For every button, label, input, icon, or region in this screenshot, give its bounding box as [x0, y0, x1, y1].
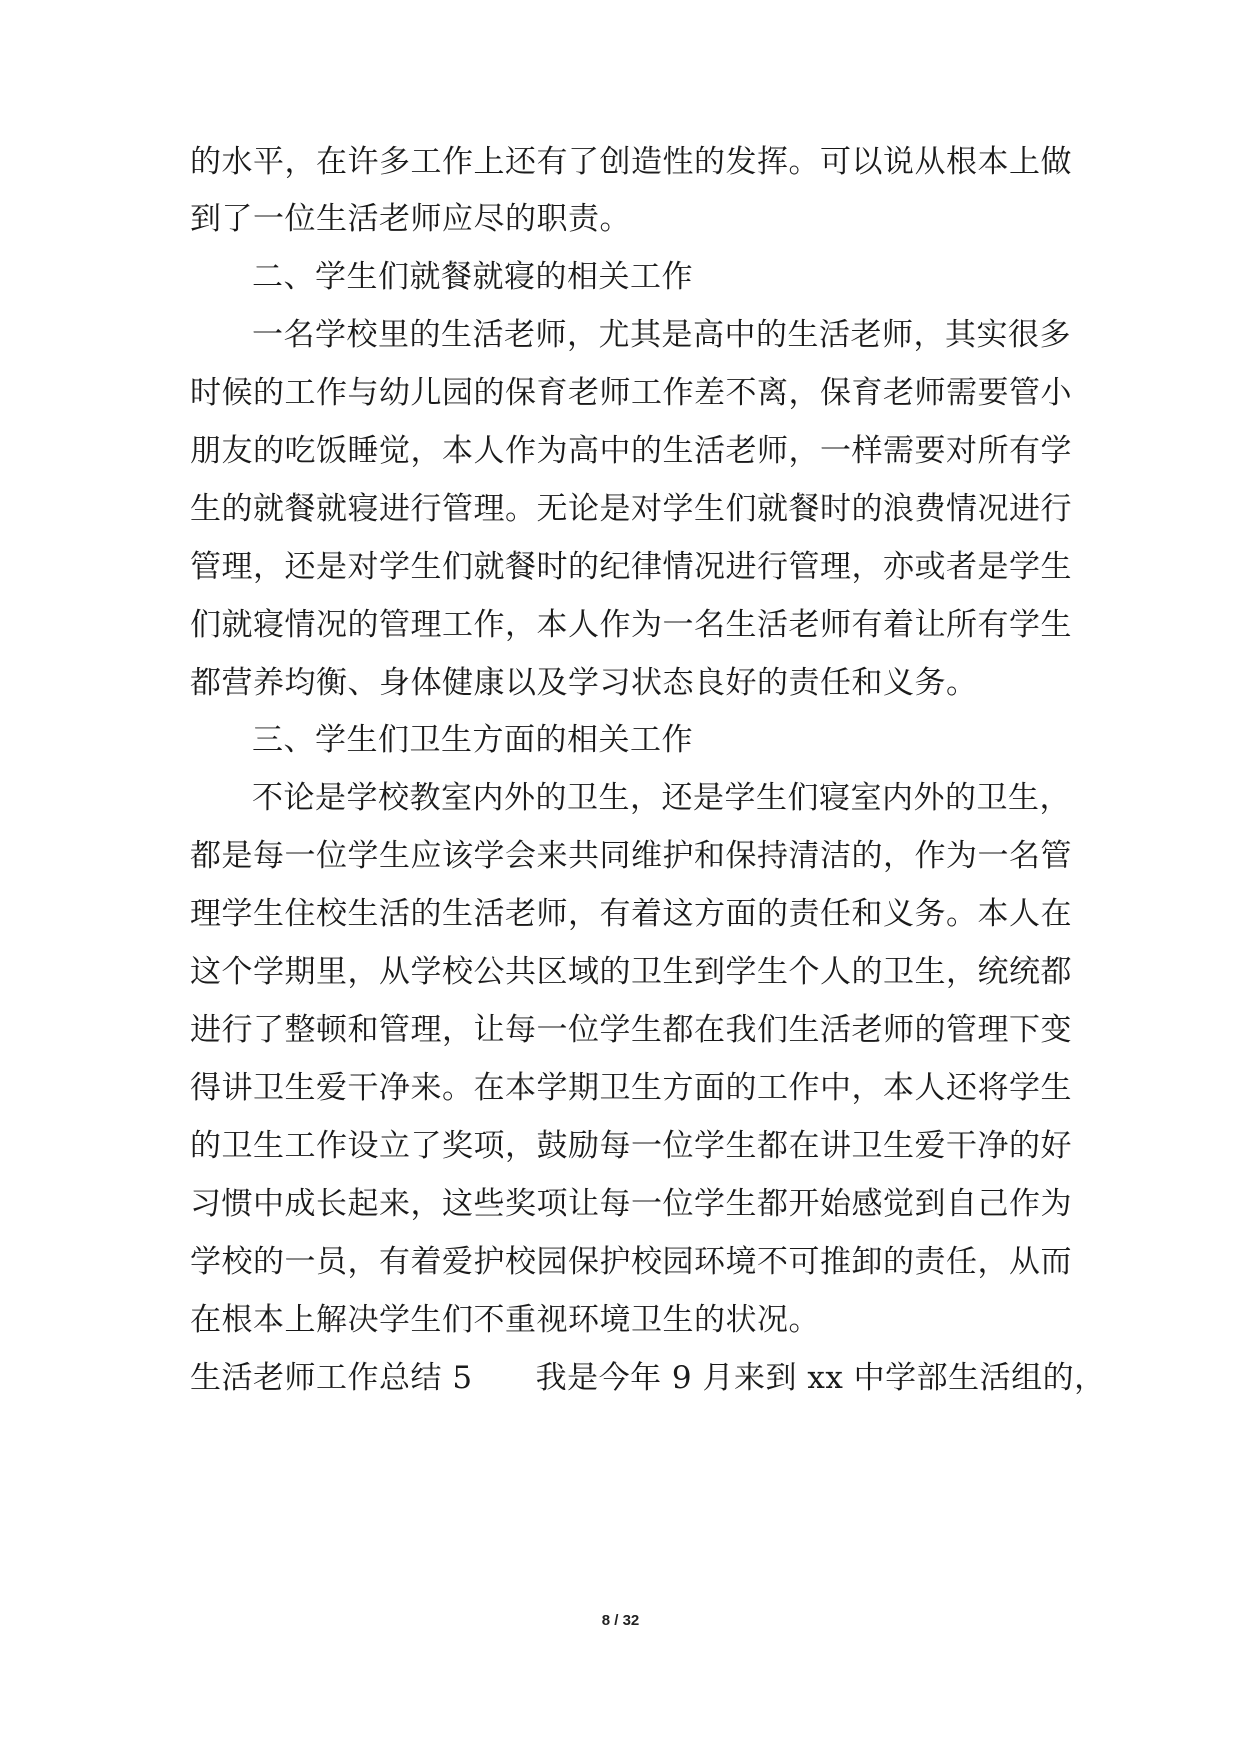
paragraph-line: 都营养均衡、身体健康以及学习状态良好的责任和义务。 [190, 665, 978, 701]
paragraph-line: 一名学校里的生活老师，尤其是高中的生活老师，其实很多 [252, 317, 1071, 353]
paragraph-line: 们就寝情况的管理工作，本人作为一名生活老师有着让所有学生 [190, 607, 1072, 643]
paragraph-line: 朋友的吃饭睡觉，本人作为高中的生活老师，一样需要对所有学 [190, 433, 1072, 469]
paragraph-line: 时候的工作与幼儿园的保育老师工作差不离，保育老师需要管小 [190, 375, 1072, 411]
paragraph-line: 生的就餐就寝进行管理。无论是对学生们就餐时的浪费情况进行 [190, 491, 1072, 527]
paragraph-line: 在根本上解决学生们不重视环境卫生的状况。 [190, 1302, 820, 1338]
paragraph-line: 这个学期里，从学校公共区域的卫生到学生个人的卫生，统统都 [190, 954, 1072, 990]
paragraph-line: 得讲卫生爱干净来。在本学期卫生方面的工作中，本人还将学生 [190, 1070, 1072, 1106]
paragraph-line: 都是每一位学生应该学会来共同维护和保持清洁的，作为一名管 [190, 838, 1072, 874]
paragraph-line: 管理，还是对学生们就餐时的纪律情况进行管理，亦或者是学生 [190, 549, 1072, 585]
paragraph-line: 理学生住校生活的生活老师，有着这方面的责任和义务。本人在 [190, 896, 1072, 932]
next-section-title-line: 生活老师工作总结 5 我是今年 9 月来到 xx 中学部生活组的， [190, 1360, 1106, 1396]
section-heading: 二、学生们就餐就寝的相关工作 [252, 259, 693, 295]
paragraph-line: 到了一位生活老师应尽的职责。 [190, 201, 631, 237]
paragraph-line: 进行了整顿和管理，让每一位学生都在我们生活老师的管理下变 [190, 1012, 1072, 1048]
section-heading: 三、学生们卫生方面的相关工作 [252, 722, 693, 758]
page-number: 8 / 32 [601, 1612, 640, 1629]
paragraph-line: 的卫生工作设立了奖项，鼓励每一位学生都在讲卫生爱干净的好 [190, 1128, 1072, 1164]
paragraph-line: 习惯中成长起来，这些奖项让每一位学生都开始感觉到自己作为 [190, 1186, 1072, 1222]
paragraph-line: 学校的一员，有着爱护校园保护校园环境不可推卸的责任，从而 [190, 1244, 1072, 1280]
paragraph-line: 不论是学校教室内外的卫生，还是学生们寝室内外的卫生， [252, 780, 1071, 816]
paragraph-line: 的水平，在许多工作上还有了创造性的发挥。可以说从根本上做 [190, 144, 1072, 180]
